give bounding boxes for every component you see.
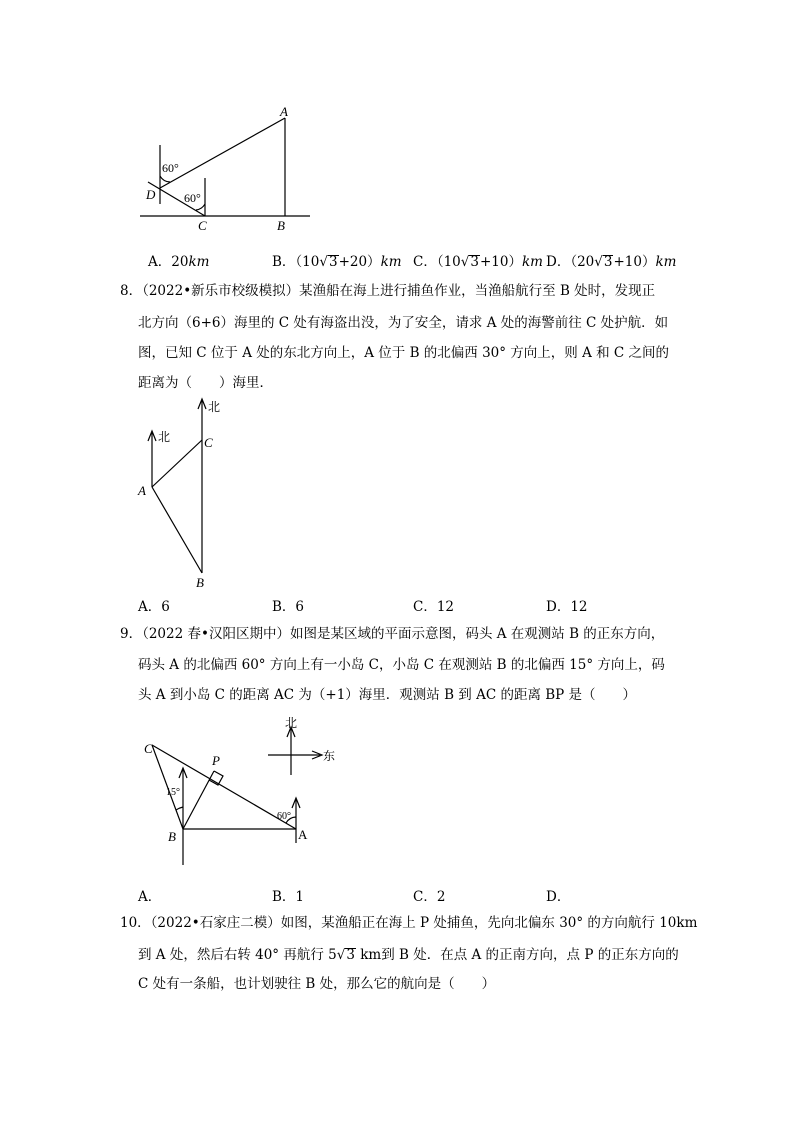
q7-label-D: D	[146, 187, 156, 202]
q10-line-3: C 处有一条船，也计划驶往 B 处，那么它的航向是（ ）	[138, 976, 496, 992]
q7-figure	[130, 100, 320, 235]
q8-label-C: C	[204, 435, 213, 450]
q9-line-1: 9．（2022 春•汉阳区期中）如图是某区域的平面示意图，码头 A 在观测站 B 的正东方向，	[120, 626, 665, 642]
q9-line-2: 码头 A 的北偏西 60° 方向上有一小岛 C，小岛 C 在观测站 B 的北偏西 15° 方向上，码	[138, 657, 665, 673]
q8-option-a: A．6	[138, 599, 170, 615]
q7-option-c: C．（10√3+10）km	[413, 254, 543, 270]
q7-angle-label-1: 60°	[162, 161, 179, 175]
q9-figure	[130, 715, 350, 875]
q7-option-a: A．20km	[148, 254, 210, 270]
q7-segment-DA	[160, 118, 285, 188]
q8-segment-AC	[152, 440, 202, 487]
q8-label-B: B	[196, 575, 204, 590]
q7-label-C: C	[198, 218, 207, 233]
q7-option-b: B．（10√3+20）km	[272, 254, 402, 270]
q8-line-3: 图，已知 C 位于 A 处的东北方向上，A 位于 B 的北偏西 30° 方向上，则 A 和 C 之间的	[138, 345, 670, 361]
q9-line-3: 头 A 到小岛 C 的距离 AC 为（+1）海里．观测站 B 到 AC 的距离 BP 是（ ）	[138, 687, 637, 703]
q8-north-label-1: 北	[208, 400, 221, 414]
q8-line-4: 距离为（ ）海里．	[138, 375, 273, 391]
q7-label-A: A	[280, 104, 288, 119]
q8-segment-AB	[152, 487, 202, 573]
q9-label-C: C	[144, 741, 153, 756]
q9-angle-arc-15	[176, 807, 183, 810]
q9-compass-north-label: 北	[285, 716, 298, 730]
q8-option-c: C．12	[413, 599, 455, 615]
q9-label-B: B	[168, 829, 176, 844]
q8-option-b: B．6	[272, 599, 305, 615]
q9-compass-east-label: 东	[323, 749, 336, 763]
q9-label-P: P	[212, 753, 220, 768]
q8-label-A: A	[138, 483, 146, 498]
q8-line-1: 8．（2022•新乐市校级模拟）某渔船在海上进行捕鱼作业，当渔船航行至 B 处时，发现正	[120, 283, 656, 299]
q8-north-label-2: 北	[158, 430, 171, 444]
q9-angle-label-15: 15°	[166, 787, 180, 798]
q7-option-d: D．（20√3+10）km	[546, 254, 677, 270]
q7-label-B: B	[277, 218, 285, 233]
q9-option-d: D．	[546, 889, 571, 905]
q7-angle-label-2: 60°	[184, 191, 201, 205]
q8-option-d: D．12	[546, 599, 588, 615]
q9-label-A: A	[298, 827, 308, 842]
q9-angle-label-60: 60°	[277, 811, 291, 822]
q9-option-c: C．2	[413, 889, 446, 905]
q8-line-2: 北方向（6+6）海里的 C 处有海盗出没，为了安全，请求 A 处的海警前往 C 处护航．如	[138, 315, 669, 331]
q10-line-2: 到 A 处，然后右转 40° 再航行 5√3 km到 B 处．在点 A 的正南方向，点 P 的正东方向的	[138, 947, 679, 963]
q8-figure	[130, 395, 240, 590]
q7-angle-arc-D	[160, 176, 170, 182]
q9-option-b: B．1	[272, 889, 305, 905]
q9-option-a: A．	[138, 889, 162, 905]
q10-line-1: 10．（2022•石家庄二模）如图，某渔船正在海上 P 处捕鱼，先向北偏东 30° 的方向航行 10km	[120, 915, 698, 931]
